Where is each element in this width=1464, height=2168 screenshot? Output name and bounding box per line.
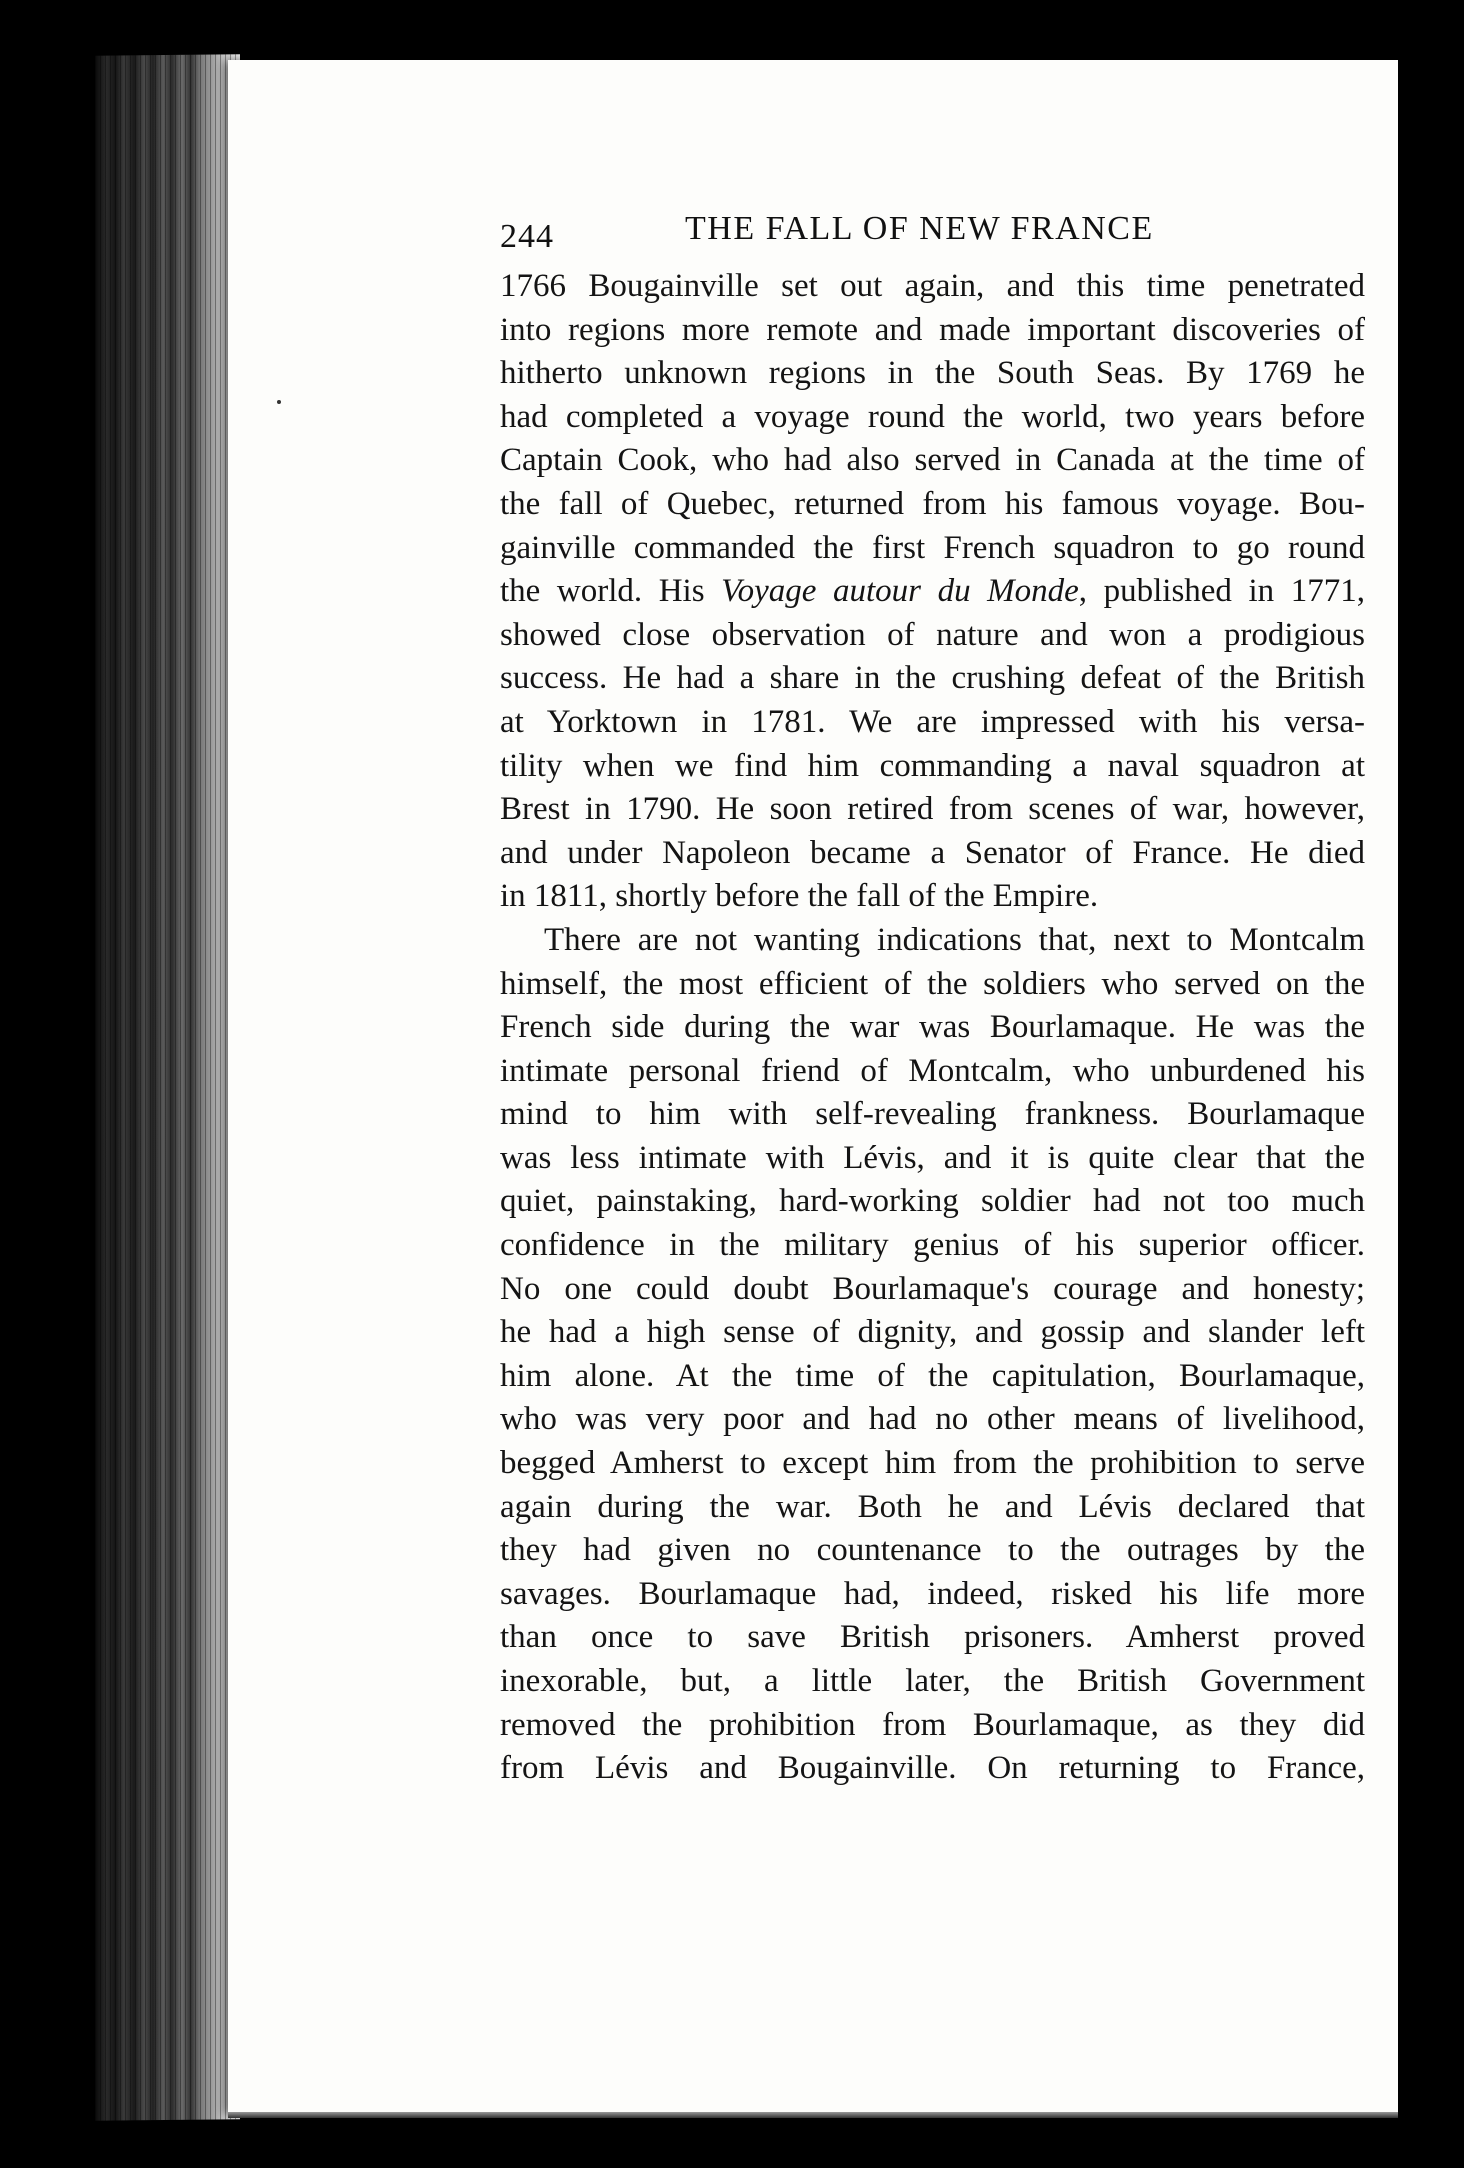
text-line: was less intimate with Lévis, and it is quite clear that the (500, 1139, 1365, 1176)
text-line: again during the war. Both he and Lévis declared that (500, 1488, 1365, 1525)
text-line: begged Amherst to except him from the prohibition to serve (500, 1445, 1365, 1482)
text-line: hitherto unknown regions in the South Seas. By 1769 he (500, 355, 1365, 392)
text-line: intimate personal friend of Montcalm, who unburdened his (500, 1052, 1365, 1089)
text-line: he had a high sense of dignity, and gossip and slander left (500, 1314, 1365, 1351)
text-line: success. He had a share in the crushing defeat of the British (500, 660, 1365, 697)
text-line: than once to save British prisoners. Amherst proved (500, 1619, 1365, 1656)
text-line: savages. Bourlamaque had, indeed, risked his life more (500, 1575, 1365, 1612)
page-number: 244 (500, 218, 554, 255)
text-line: mind to him with self-revealing frankness. Bourlamaque (500, 1096, 1365, 1133)
text-line: quiet, painstaking, hard-working soldier had not too much (500, 1183, 1365, 1220)
page-bottom-edge (228, 2112, 1398, 2118)
text-line: French side during the war was Bourlamaque. He was the (500, 1009, 1365, 1046)
text-line: him alone. At the time of the capitulation, Bourlamaque, (500, 1357, 1365, 1394)
paragraph-2 (500, 919, 1365, 1791)
text-line: There are not wanting indications that, next to Montcalm (544, 921, 1365, 958)
text-line: who was very poor and had no other means of livelihood, (500, 1401, 1365, 1438)
book-page-edges (95, 54, 240, 2121)
text-line: Brest in 1790. He soon retired from scenes of war, however, (500, 791, 1365, 828)
running-title: THE FALL OF NEW FRANCE (685, 210, 1154, 247)
text-line: the fall of Quebec, returned from his famous voyage. Bou- (500, 485, 1365, 522)
body-text (500, 265, 1365, 1791)
text-line: in 1811, shortly before the fall of the Empire. (500, 878, 1099, 915)
book-title: Voyage autour du Monde (721, 573, 1079, 610)
paragraph-1 (500, 265, 1365, 919)
text-line: himself, the most efficient of the soldiers who served on the (500, 965, 1365, 1002)
paper-speck (277, 400, 281, 404)
text-line: at Yorktown in 1781. We are impressed with his versa- (500, 703, 1365, 740)
text-line: and under Napoleon became a Senator of France. He died (500, 834, 1365, 871)
text-segment: the world. His (500, 573, 722, 610)
text-line: from Lévis and Bougainville. On returning to France, (500, 1750, 1365, 1787)
text-line: they had given no countenance to the outrages by the (500, 1532, 1365, 1569)
text-line: had completed a voyage round the world, two years before (500, 398, 1365, 435)
text-line: No one could doubt Bourlamaque's courage and honesty; (500, 1270, 1365, 1307)
text-line: confidence in the military genius of his superior officer. (500, 1227, 1365, 1264)
text-line: tility when we find him commanding a naval squadron at (500, 747, 1365, 784)
text-line: 1766 Bougainville set out again, and this time penetrated (500, 268, 1365, 304)
text-line (500, 570, 1365, 614)
page-header (500, 200, 1190, 260)
text-line: gainville commanded the first French squadron to go round (500, 529, 1365, 566)
text-line: into regions more remote and made important discoveries of (500, 311, 1365, 348)
text-line: removed the prohibition from Bourlamaque, as they did (500, 1706, 1365, 1743)
text-line: showed close observation of nature and won a prodigious (500, 616, 1365, 653)
text-line: inexorable, but, a little later, the British Government (500, 1663, 1365, 1699)
text-segment: , published in 1771, (1078, 573, 1365, 610)
text-line: Captain Cook, who had also served in Canada at the time of (500, 442, 1365, 479)
